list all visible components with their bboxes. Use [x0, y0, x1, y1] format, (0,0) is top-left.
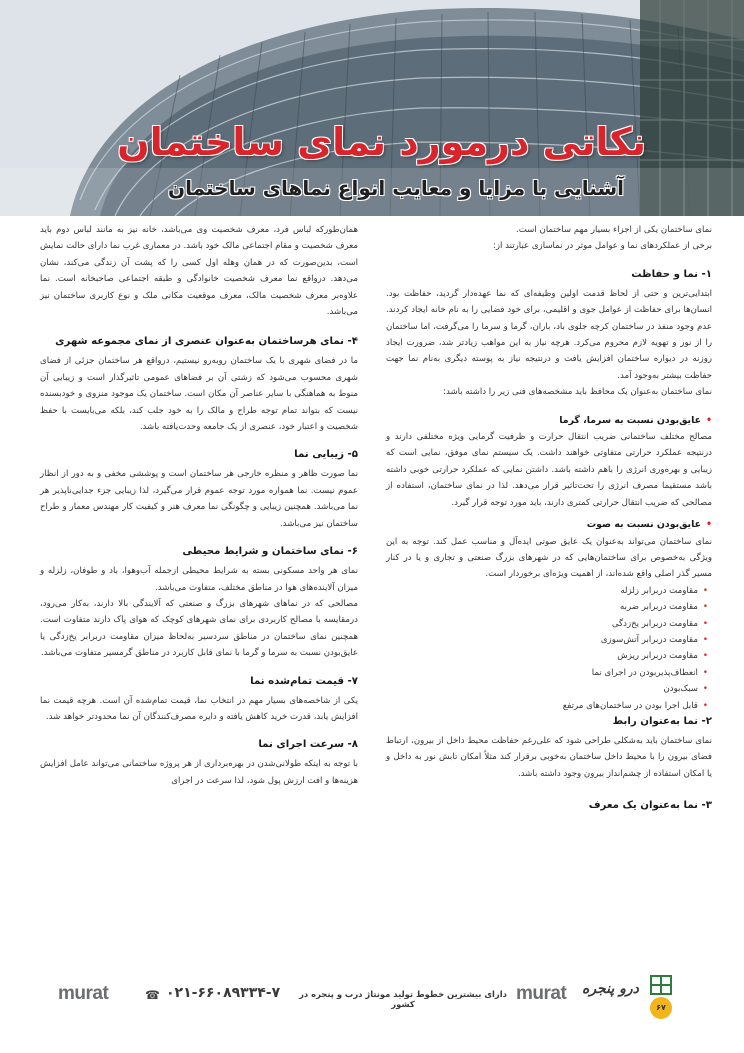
- list-item: • مقاومت دربرابر زلزله: [386, 583, 708, 599]
- section-1-heading: ۱- نما و حفاظت: [631, 268, 712, 280]
- page-title: نکاتی درمورد نمای ساختمان: [117, 120, 646, 164]
- sound-insulation-heading: • عایق‌بودن نسبت به صوت: [386, 517, 712, 533]
- murat-logo-left: murat: [58, 983, 109, 1004]
- list-item: • انعطاف‌پذیربودن در اجرای نما: [386, 665, 708, 681]
- section-6-heading: ۶- نمای ساختمان و شرایط محیطی: [182, 546, 358, 558]
- phone-number: ۰۲۱-۶۶۰۸۹۳۳۴-۷: [166, 985, 281, 1001]
- list-item: • قابل اجرا بودن در ساختمان‌های مرتفع: [386, 698, 708, 714]
- section-8-heading: ۸- سرعت اجرای نما: [258, 739, 358, 751]
- left-intro: همان‌طورکه لباس فرد، معرف شخصیت وی می‌باشد، خانه نیز به مانند لباس دوم باید معرف شخصیت و مقام اجتماعی مالک خود باشد. در معماری غرب نما دارای حالت نمایش است، بدین‌صورت که در همان وهله اول کسی را که پشت آن زندگی می‌کند، نشان می‌دهد. درواقع نما معرف شخصیت خانوادگی و طبقه اجتماعی صاحبخانه است. نما علاوه‌بر معرف شخصیت مالک، معرف موقعیت مکانی ملک و نوع کاربری ساختمان نیز می‌باشد.: [40, 225, 358, 318]
- section-8-body: با توجه به اینکه طولانی‌شدن در بهره‌برداری از هر پروژه ساختمانی می‌تواند عامل افزایش هزینه‌ها و افت ارزش پول شود، لذا سرعت در اجرای: [40, 759, 358, 786]
- heat-insulation-heading: • عایق‌بودن نسبت به سرما، گرما: [386, 413, 712, 429]
- sound-insulation-body: نمای ساختمان می‌تواند به‌عنوان یک عایق صوتی ایده‌آل و مناسب عمل کند. توجه به این ویژگی به‌خصوص برای ساختمان‌هایی که در شهرهای بزرگ صنعتی و تجاری و یا در کنار مسیر گذر اصلی واقع شده‌اند، از اهمیت ویژه‌ای برخوردار است.: [386, 536, 712, 580]
- intro-line-2: برخی از عملکردهای نما و عوامل موثر در نماسازی عبارتند از:: [492, 241, 712, 252]
- section-6-body-2: مصالحی که در نماهای شهرهای بزرگ و صنعتی که آلایندگی بالا دارند، به‌کار می‌رود، درمقایسه با مصالح کاربردی برای نمای شهرهای کوچک که هوای پاک دارند متفاوت است. همچنین نمای ساختمان در مناطق سردسیر به‌لحاظ میزان مقاومت دربرابر یخ‌زدگی یا عایق‌بودن نسبت به سرما و گرما با نمای قابل کاربرد در مناطق گرمسیر متفاوت می‌باشد.: [40, 598, 358, 659]
- heat-insulation-body: مصالح مختلف ساختمانی ضریب انتقال حرارت و ظرفیت گرمایی ویژه مختلفی دارند و درنتیجه عملکرد حرارتی متفاوتی خواهند داشت. یک سیستم نمای موفق، نمایی است که زیبایی و بهره‌وری انرژی را باهم داشته باشد. داشتن نمایی که عملکرد حرارتی خوبی داشته باشد مستقیما مصرف انرژی را تحت‌تاثیر قرار می‌دهد. لذا در نمای ساختمان، استفاده از مصالحی که ضریب انتقال حرارتی کمتری دارند، باید مورد توجه قرار گیرد.: [386, 432, 712, 508]
- list-item: • مقاومت دربرابر یخ‌زدگی: [386, 616, 708, 632]
- section-5-body: نما صورت ظاهر و منظره خارجی هر ساختمان است و پوششی مخفی و به دور از انظار عموم نیست. نما همواره مورد توجه عموم قرار می‌گیرد، لذا زیبایی جزء جدایی‌ناپذیر هر نما می‌باشد. همچنین زیبایی و چگونگی نما معرف هنر و کیفیت کار مهندس معمار و طراح ساختمان نیز می‌باشد.: [40, 469, 358, 529]
- window-logo-icon: [650, 975, 672, 995]
- resistance-list: [386, 583, 712, 714]
- right-column: [386, 222, 712, 817]
- list-item: • سبک‌بودن: [386, 681, 708, 697]
- section-5-heading: ۵- زیبایی نما: [294, 449, 358, 461]
- list-item: • مقاومت دربرابر آتش‌سوزی: [386, 632, 708, 648]
- section-1-body: ابتدایی‌ترین و حتی از لحاظ قدمت اولین وظیفه‌ای که نما عهده‌دار گردید، حفاظت بود. انسان‌ها برای حفاظت از عوامل جوی و اقلیمی، برای خود فضایی را به نام خانه ایجاد کردند. عدم وجود منفذ در ساختمان کرچه جلوی باد، باران، گرما و سرما را می‌گرفت، اما ساختمان را از نور و تهویه لازم محروم می‌کرد. هرچه نیاز به این مواهب زیادتر شد، ضرورت ایجاد روزنه در دیواره ساختمان افزایش یافت و درنتیجه نیاز به پوسته دیگری به‌نام نما جهت حفاظت بیشتر به‌وجود آمد.: [386, 288, 712, 381]
- section-4-heading: ۴- نمای هرساختمان به‌عنوان عنصری از نمای مجموعه شهری: [55, 336, 358, 348]
- section-3-heading: ۳- نما به‌عنوان یک معرف: [588, 800, 712, 812]
- intro-line-1: نمای ساختمان یکی از اجزاء بسیار مهم ساختمان است.: [516, 225, 712, 235]
- list-item: • مقاومت دربرابر ریزش: [386, 648, 708, 664]
- section-7-body: یکی از شاخصه‌های بسیار مهم در انتخاب نما، قیمت تمام‌شده آن است. هرچه قیمت نما افزایش یابد، قدرت خرید کاهش یافته و دایره مصرف‌کنندگان آن نما محدودتر خواهد شد.: [40, 695, 358, 722]
- section-2-body: نمای ساختمان باید به‌شکلی طراحی شود که علی‌رغم حفاظت محیط داخل از بیرون، ارتباط فضای بیرون را با محیط داخل ساختمان به‌خوبی برقرار کند مثلاً امکان تابش نور به داخل و یا امکان استفاده از چشم‌انداز بیرون وجود داشته باشد.: [386, 735, 712, 779]
- murat-logo-right: murat: [516, 983, 567, 1004]
- section-7-heading: ۷- قیمت تمام‌شده نما: [250, 675, 358, 687]
- list-item: • مقاومت دربرابر ضربه: [386, 599, 708, 615]
- section-6-body: نمای هر واحد مسکونی بسته به شرایط محیطی ازجمله آب‌وهوا، باد و طوفان، زلزله و میزان آلاینده‌های هوا در مناطق مختلف، متفاوت می‌باشد.: [40, 566, 358, 593]
- hero-image: [0, 0, 744, 216]
- page-footer: [0, 975, 744, 1015]
- footer-tagline: دارای بیشترین خطوط تولید مونتاژ درب و پنجره در کشور: [299, 989, 507, 1009]
- section-4-body: ما در فضای شهری با یک ساختمان روبه‌رو نیستیم، درواقع هر ساختمان جزئی از فضای شهری محسوب می‌شود که زشتی آن بر فضاهای عمومی تاثیرگذار است و زیبایی آن منوط به هماهنگی با سایر عناصر آن مکان است. ساختمان یک موجود منزوی و خودبسنده نیست که بتواند تمام توجه طراح و مالک را به خود جلب کند، بلکه می‌بایست با حفظ شخصیت و اعتبار خود، عنصری از یک جامعه وحدت‌یافته باشد.: [40, 356, 358, 433]
- page-subtitle: آشنایی با مزایا و معایب انواع نماهای ساختمان: [168, 176, 624, 200]
- magazine-logo: درو پنجره: [582, 981, 639, 997]
- section-2-heading: ۲- نما به‌عنوان رابط: [612, 715, 712, 727]
- section-1-body-2: نمای ساختمان به‌عنوان یک محافظ باید مشخصه‌های فنی زیر را داشته باشد:: [443, 387, 712, 398]
- page-number: ۶۷: [650, 997, 672, 1019]
- left-column: [40, 222, 358, 789]
- phone-icon: ☎: [145, 988, 160, 1002]
